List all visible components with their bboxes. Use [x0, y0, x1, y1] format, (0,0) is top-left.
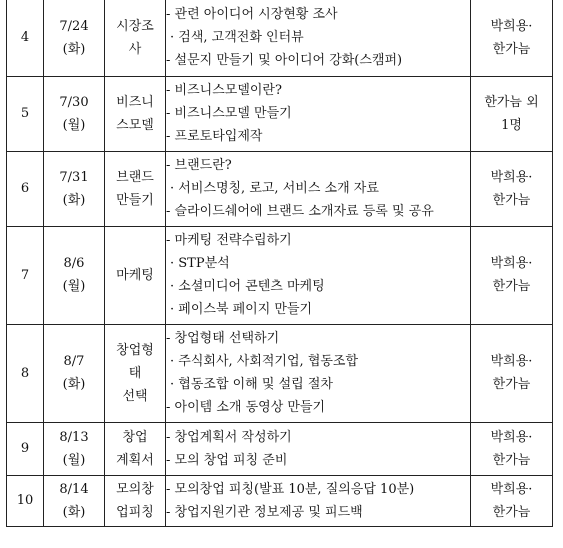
- session-number: 8: [7, 324, 44, 422]
- session-date: [44, 226, 105, 324]
- schedule-table-body: [7, 0, 553, 526]
- session-topic-line: 선택: [122, 388, 148, 404]
- session-content-line: · 페이스북 페이지 만들기: [170, 302, 313, 317]
- session-date-line: (화): [62, 41, 86, 57]
- table-row: [7, 151, 553, 226]
- session-instructor-line: 1명: [501, 117, 522, 133]
- table-row: [7, 475, 553, 526]
- session-instructor-line: 박희용·: [490, 169, 533, 185]
- session-date-line: (화): [62, 504, 86, 520]
- session-instructor-line: 박희용·: [490, 481, 533, 497]
- table-row: [7, 324, 553, 422]
- table-row: [7, 226, 553, 324]
- session-content-line: - 비즈니스모델이란?: [166, 83, 282, 98]
- session-date-line: 7/31: [59, 169, 89, 185]
- session-instructor-line: 한가늠 외: [484, 94, 539, 110]
- session-topic-line: 스모델: [116, 117, 154, 133]
- schedule-table: [6, 0, 553, 527]
- session-topic-line: 창업형: [116, 342, 154, 358]
- session-date-line: 8/7: [63, 354, 85, 369]
- session-content: [166, 0, 471, 76]
- session-date: [44, 324, 105, 422]
- session-content-line: · 검색, 고객전화 인터뷰: [170, 30, 304, 46]
- session-date-line: (화): [62, 377, 86, 392]
- session-instructor-line: 한가늠: [492, 192, 531, 208]
- session-instructor: [471, 226, 553, 324]
- session-content-line: - 프로토타입제작: [166, 129, 263, 144]
- session-number: 7: [7, 226, 44, 324]
- session-content-line: - 슬라이드쉐어에 브랜드 소개자료 등록 및 공유: [166, 204, 434, 219]
- session-instructor: [471, 422, 553, 475]
- session-topic: [105, 475, 166, 526]
- session-topic-line: 만들기: [116, 192, 154, 208]
- session-topic: [105, 324, 166, 422]
- session-content-line: - 비즈니스모델 만들기: [166, 106, 292, 121]
- session-instructor-line: 한가늠: [492, 452, 531, 468]
- table-row: [7, 76, 553, 151]
- session-content: [166, 324, 471, 422]
- session-content-line: - 창업지원기관 정보제공 및 피드백: [166, 504, 363, 520]
- session-content-line: - 마케팅 전략수립하기: [166, 233, 292, 248]
- session-instructor: [471, 76, 553, 151]
- session-instructor-line: 박희용·: [490, 354, 533, 369]
- session-content-line: · 주식회사, 사회적기업, 협동조합: [170, 354, 359, 369]
- session-date-line: (월): [62, 279, 86, 294]
- session-content-line: - 창업형태 선택하기: [166, 331, 280, 346]
- session-date-line: (월): [62, 452, 86, 468]
- session-date-line: (화): [62, 192, 86, 208]
- session-date: [44, 0, 105, 76]
- session-instructor: [471, 151, 553, 226]
- session-content-line: - 모의 창업 피칭 준비: [166, 452, 288, 468]
- session-content: [166, 422, 471, 475]
- session-date: [44, 422, 105, 475]
- session-topic-line: 모의창: [116, 481, 154, 497]
- session-content: [166, 475, 471, 526]
- session-content: [166, 76, 471, 151]
- session-content-line: - 아이템 소개 동영상 만들기: [166, 400, 326, 415]
- session-topic-line: 브랜드: [116, 169, 154, 185]
- session-topic-line: 사: [128, 41, 142, 57]
- session-content-line: - 모의창업 피칭(발표 10분, 질의응답 10분): [166, 481, 415, 497]
- session-content-line: · 서비스명칭, 로고, 서비스 소개 자료: [170, 181, 379, 196]
- session-topic-line: 계획서: [116, 452, 154, 468]
- session-number: 4: [7, 0, 44, 76]
- session-date: [44, 151, 105, 226]
- session-instructor-line: 한가늠: [492, 504, 531, 520]
- session-number: 5: [7, 76, 44, 151]
- session-content-line: - 브랜드란?: [166, 158, 232, 173]
- session-topic: [105, 76, 166, 151]
- session-instructor: [471, 0, 553, 76]
- session-instructor-line: 한가늠: [492, 279, 531, 294]
- session-content-line: · 협동조합 이해 및 설립 절차: [170, 377, 333, 392]
- session-content-line: - 창업계획서 작성하기: [166, 429, 292, 445]
- session-content: [166, 151, 471, 226]
- session-instructor: [471, 475, 553, 526]
- session-content-line: - 설문지 만들기 및 아이디어 강화(스캠퍼): [166, 53, 403, 69]
- session-instructor: [471, 324, 553, 422]
- session-number: 10: [7, 475, 44, 526]
- session-instructor-line: 박희용·: [490, 429, 533, 445]
- session-topic: [105, 422, 166, 475]
- session-content-line: - 관련 아이디어 시장현황 조사: [166, 7, 338, 23]
- session-date-line: 7/30: [59, 94, 89, 110]
- session-topic-line: 업피칭: [116, 504, 154, 520]
- session-topic-line: 태: [128, 365, 142, 381]
- session-topic-line: 시장조: [116, 18, 154, 34]
- session-date-line: 7/24: [59, 18, 89, 34]
- session-date: [44, 475, 105, 526]
- session-instructor-line: 박희용·: [490, 256, 533, 271]
- session-date: [44, 76, 105, 151]
- session-topic: [105, 0, 166, 76]
- session-topic: [105, 226, 166, 324]
- table-row: [7, 0, 553, 76]
- session-number: 6: [7, 151, 44, 226]
- session-date-line: 8/14: [59, 481, 89, 497]
- session-topic: [105, 151, 166, 226]
- session-topic-line: 마케팅: [116, 267, 154, 283]
- session-content-line: · STP분석: [170, 256, 230, 271]
- session-content-line: · 소셜미디어 콘텐츠 마케팅: [170, 279, 325, 294]
- session-topic-line: 비즈니: [116, 94, 154, 110]
- session-number: 9: [7, 422, 44, 475]
- session-date-line: 8/6: [63, 256, 85, 271]
- session-date-line: 8/13: [59, 429, 89, 445]
- session-date-line: (월): [62, 117, 86, 133]
- session-instructor-line: 한가늠: [492, 377, 531, 392]
- session-topic-line: 창업: [122, 429, 148, 445]
- session-instructor-line: 한가늠: [492, 41, 531, 57]
- table-row: [7, 422, 553, 475]
- session-instructor-line: 박희용·: [490, 18, 533, 34]
- session-content: [166, 226, 471, 324]
